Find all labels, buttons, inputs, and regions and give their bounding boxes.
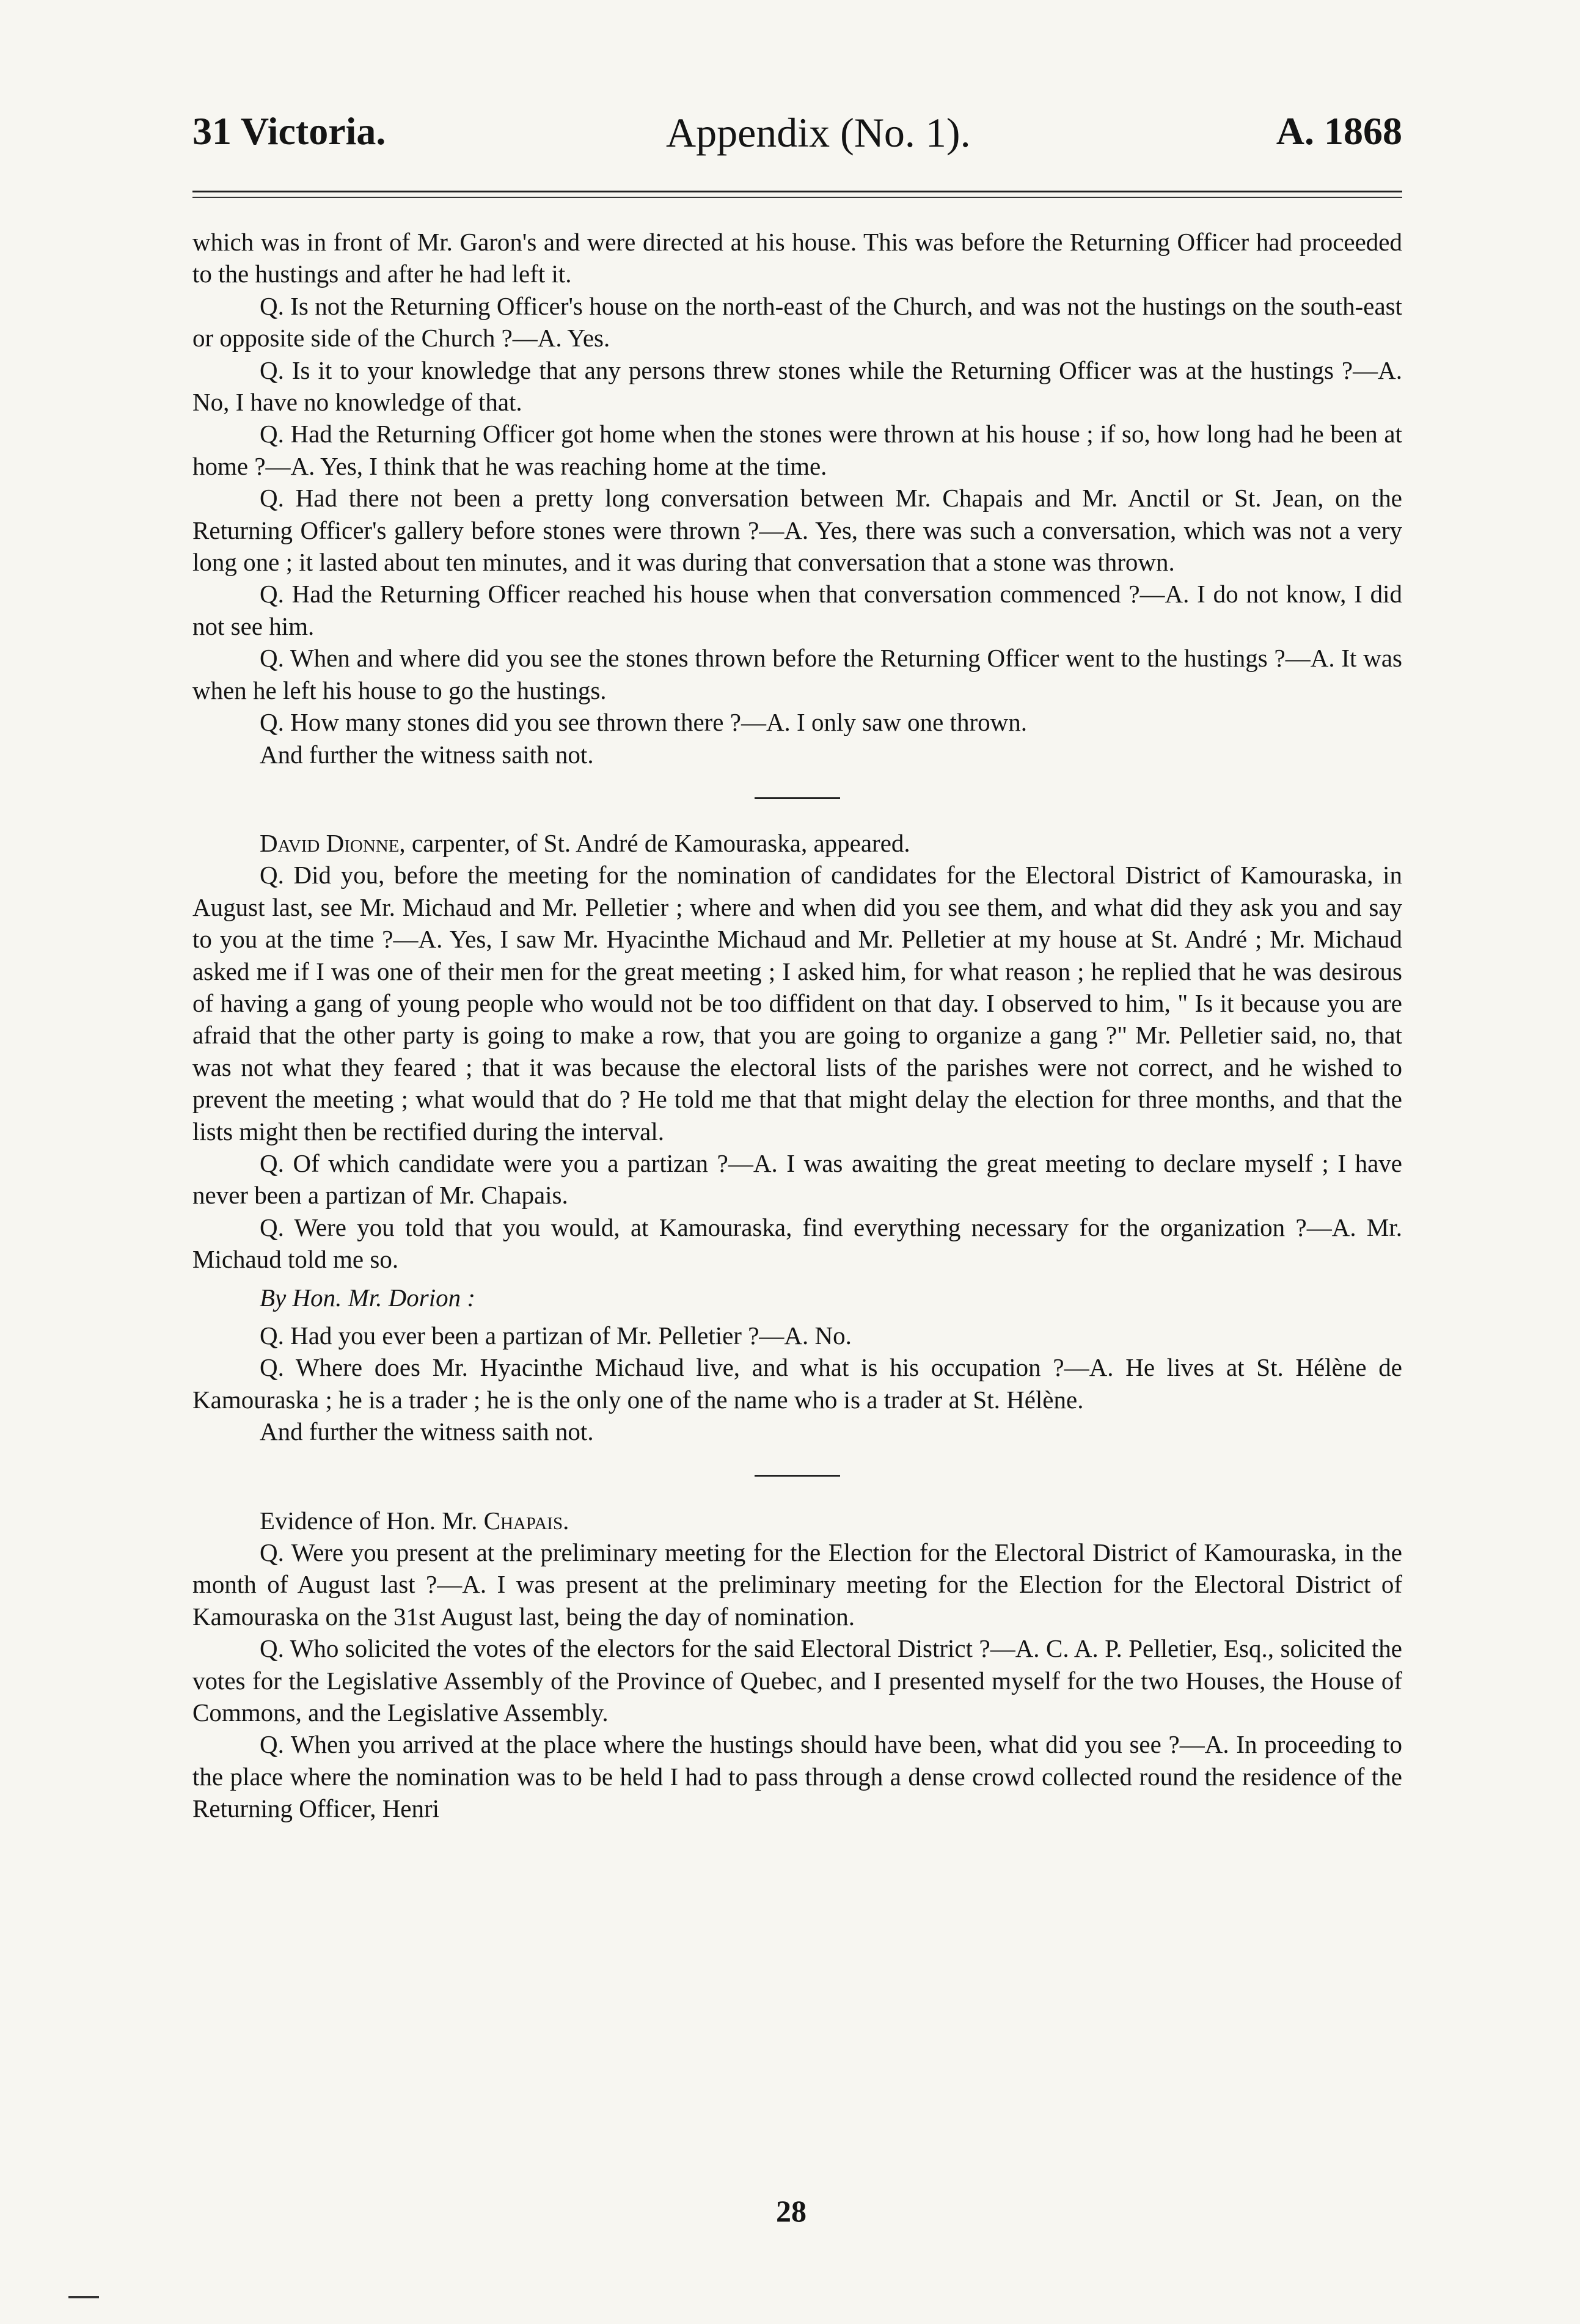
evidence-heading <box>192 1505 1402 1537</box>
header-rule <box>192 191 1402 198</box>
closing-line: And further the witness saith not. <box>260 1417 594 1446</box>
header-year: A. 1868 <box>1276 109 1402 153</box>
closing-line: And further the witness saith not. <box>260 740 594 769</box>
question-answer: Q. Is not the Returning Officer's house on the north-east of the Church, and was not the hustings on the south-east or opposite side of the Church ?—A. Yes. <box>192 291 1402 353</box>
question-answer: Q. Had there not been a pretty long conversation between Mr. Chapais and Mr. Anctil or St. Jean, on the Returning Officer's gallery before stones were thrown ?—A. Yes, there was such a conversation, which was not a very long one ; it lasted about ten minutes, and it was during that conversation that a stone was thrown. <box>192 484 1402 577</box>
question-answer: Q. How many stones did you see thrown there ?—A. I only saw one thrown. <box>260 708 1027 737</box>
question-answer: Q. When you arrived at the place where the hustings should have been, what did you see ?—A. In proceeding to the place where the nomination was to be held I had to pass through a dense crowd collected round the residence of the Returning Officer, Henri <box>192 1730 1402 1823</box>
question-answer: Q. Had the Returning Officer got home when the stones were thrown at his house ; if so, how long had he been at home ?—A. Yes, I think that he was reaching home at the time. <box>192 420 1402 480</box>
witness-name: David Dionne <box>260 828 400 857</box>
evidence-name: Chapais. <box>483 1506 569 1535</box>
header-appendix: Appendix (No. 1). <box>666 109 971 156</box>
document-body <box>192 226 1402 1825</box>
section-divider <box>755 797 840 799</box>
question-answer: Q. Who solicited the votes of the electors for the said Electoral District ?—A. C. A. P. Pelletier, Esq., solicited the votes for the Legislative Assembly of the Province of Quebec, and I presented myself for the two Houses, the House of Commons, and the Legislative Assembly. <box>192 1634 1402 1727</box>
question-answer: Q. Did you, before the meeting for the nomination of candidates for the Electoral District of Kamouraska, in August last, see Mr. Michaud and Mr. Pelletier ; where and when did you see them, and what did they ask you and say to you at the time ?—A. Yes, I saw Mr. Hyacinthe Michaud and Mr. Pelletier at my house at St. André ; Mr. Michaud asked me if I was one of their men for the great meeting ; I asked him, for what reason ; he replied that he was desirous of having a gang of young people who would not be too diffident on that day. I observed to him, " Is it because you are afraid that the other party is going to make a row, that you are going to organize a gang ?" Mr. Pelletier said, no, that was not what they feared ; that it was because the electoral lists of the parishes were not correct, and he wished to prevent the meeting ; what would that do ? He told me that that might delay the election for three months, and that the lists might then be rectified during the interval. <box>192 861 1402 1146</box>
question-answer: Q. Had you ever been a partizan of Mr. Pelletier ?—A. No. <box>260 1321 852 1350</box>
scan-mark <box>68 2296 99 2298</box>
question-answer: Q. Is it to your knowledge that any persons threw stones while the Returning Officer was at the hustings ?—A. No, I have no knowledge of that. <box>192 356 1402 417</box>
examiner-heading: By Hon. Mr. Dorion : <box>260 1283 476 1312</box>
witness-intro <box>192 827 1402 859</box>
page-number: 28 <box>776 2194 806 2228</box>
page-header <box>192 109 1402 170</box>
header-session: 31 Victoria. <box>192 109 386 153</box>
question-answer: Q. Were you present at the preliminary meeting for the Election for the Electoral District of Kamouraska, in the month of August last ?—A. I was present at the preliminary meeting for the Election for the Electoral District of Kamouraska on the 31st August last, being the day of nomination. <box>192 1538 1402 1631</box>
question-answer: Q. Were you told that you would, at Kamouraska, find everything necessary for the organization ?—A. Mr. Michaud told me so. <box>192 1213 1402 1274</box>
question-answer: Q. When and where did you see the stones thrown before the Returning Officer went to the hustings ?—A. It was when he left his house to go the hustings. <box>192 644 1402 704</box>
question-answer: Q. Had the Returning Officer reached his house when that conversation commenced ?—A. I do not know, I did not see him. <box>192 580 1402 640</box>
evidence-intro: Evidence of Hon. Mr. <box>260 1506 484 1535</box>
paragraph: which was in front of Mr. Garon's and were directed at his house. This was before the Returning Officer had proceeded to the hustings and after he had left it. <box>192 228 1402 288</box>
witness-description: , carpenter, of St. André de Kamouraska, appeared. <box>399 828 910 857</box>
question-answer: Q. Of which candidate were you a partizan ?—A. I was awaiting the great meeting to declare myself ; I have never been a partizan of Mr. Chapais. <box>192 1149 1402 1210</box>
section-divider <box>755 1475 840 1477</box>
question-answer: Q. Where does Mr. Hyacinthe Michaud live, and what is his occupation ?—A. He lives at St. Hélène de Kamouraska ; he is a trader ; he is the only one of the name who is a trader at St. Hélène. <box>192 1353 1402 1414</box>
